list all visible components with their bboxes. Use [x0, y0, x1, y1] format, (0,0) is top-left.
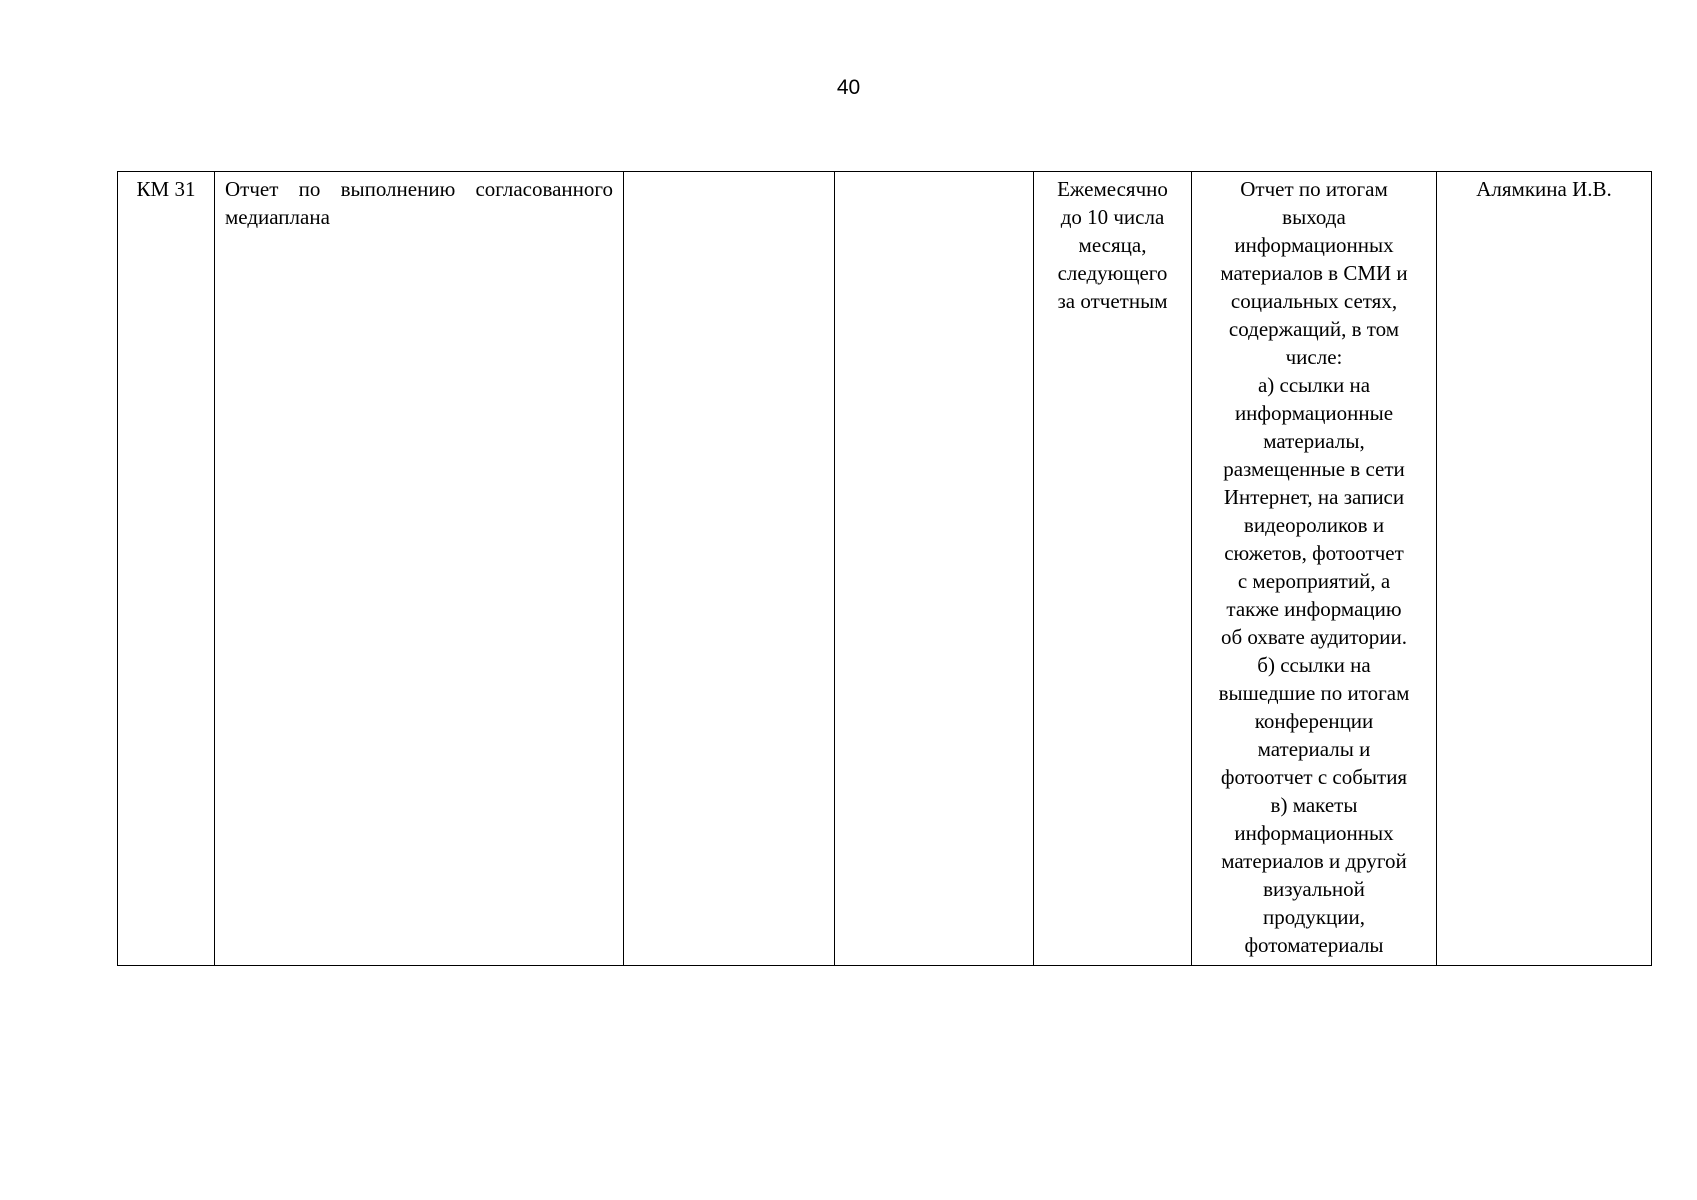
report-line: видеороликов и: [1243, 513, 1385, 537]
document-table: [117, 171, 1652, 966]
report-line: Интернет, на записи: [1223, 485, 1405, 509]
report-line: материалы,: [1263, 429, 1365, 453]
report-line: в) макеты: [1270, 793, 1358, 817]
report-line: числе:: [1285, 345, 1343, 369]
cell-empty-3: [624, 172, 835, 966]
report-line: об охвате аудитории.: [1220, 625, 1408, 649]
report-line: информационных: [1234, 821, 1394, 845]
report-line: материалов в СМИ и: [1220, 261, 1408, 285]
report-line: материалы и: [1257, 737, 1371, 761]
report-line: информационные: [1234, 401, 1394, 425]
report-line: выхода: [1282, 205, 1346, 229]
cell-deadline: [1034, 172, 1192, 966]
deadline-line: Ежемесячно: [1057, 177, 1168, 201]
report-line: также информацию: [1226, 597, 1402, 621]
report-line: а) ссылки на: [1257, 373, 1371, 397]
report-line: визуальной: [1263, 877, 1365, 901]
deadline-line: за отчетным: [1057, 289, 1168, 313]
table-row: [118, 172, 1652, 966]
cell-responsible: Алямкина И.В.: [1437, 172, 1652, 966]
report-line: Отчет по итогам: [1240, 177, 1388, 201]
report-line: размещенные в сети: [1223, 457, 1405, 481]
report-line: с мероприятий, а: [1237, 569, 1391, 593]
report-line: фотоматериалы: [1244, 933, 1384, 957]
report-line: фотоотчет с события: [1220, 765, 1408, 789]
cell-report: [1192, 172, 1437, 966]
cell-name: Отчет по выполнению согласованного медиаплана: [215, 172, 624, 966]
deadline-line: до 10 числа: [1060, 205, 1165, 229]
cell-code: КМ 31: [118, 172, 215, 966]
deadline-line: месяца,: [1078, 233, 1147, 257]
report-line: б) ссылки на: [1257, 653, 1371, 677]
cell-empty-4: [835, 172, 1034, 966]
report-line: сюжетов, фотоотчет: [1224, 541, 1404, 565]
report-line: вышедшие по итогам: [1218, 681, 1410, 705]
report-line: содержащий, в том: [1228, 317, 1400, 341]
deadline-line: следующего: [1057, 261, 1168, 285]
report-line: конференции: [1254, 709, 1374, 733]
report-line: социальных сетях,: [1230, 289, 1398, 313]
page-number: 40: [836, 76, 861, 99]
report-line: продукции,: [1263, 905, 1365, 929]
report-line: материалов и другой: [1221, 849, 1407, 873]
report-line: информационных: [1234, 233, 1394, 257]
